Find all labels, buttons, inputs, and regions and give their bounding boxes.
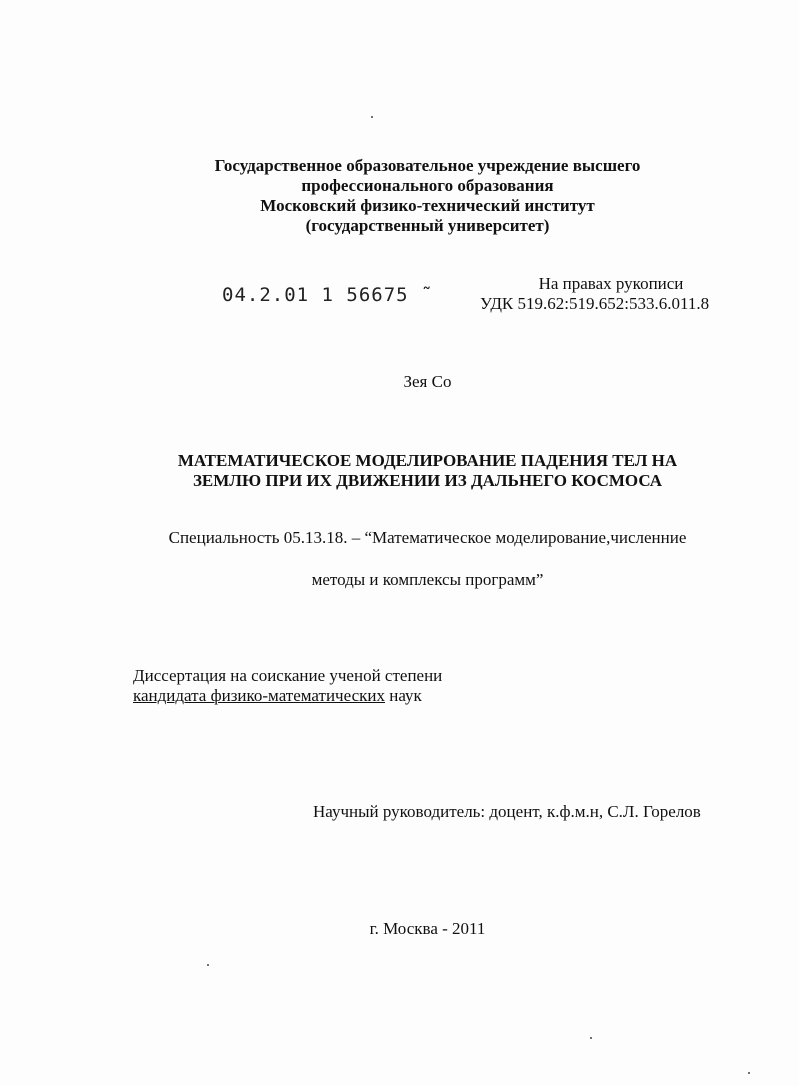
scan-speck xyxy=(590,1037,592,1039)
scan-speck xyxy=(207,964,209,966)
city-and-year: г. Москва - 2011 xyxy=(369,919,486,938)
institution-line-1: Государственное образовательное учреждение высшего xyxy=(214,156,641,175)
scan-speck xyxy=(748,1072,750,1074)
library-stamp-number: 04.2.01 1 56675 ˜ xyxy=(222,284,434,306)
udc-code: УДК 519.62:519.652:533.6.011.8 xyxy=(480,294,710,313)
degree-line-2-rest: наук xyxy=(384,686,422,705)
dissertation-title xyxy=(0,451,799,491)
manuscript-rights-label: На правах рукописи xyxy=(538,274,684,293)
manuscript-rights-block xyxy=(480,274,722,314)
degree-underlined-text: кандидата физико-математических xyxy=(133,686,385,705)
degree-statement xyxy=(133,666,442,706)
institution-line-3: Московский физико-технический институт xyxy=(260,196,595,215)
title-line-2: ЗЕМЛЮ ПРИ ИХ ДВИЖЕНИИ ИЗ ДАЛЬНЕГО КОСМОСА xyxy=(192,471,663,490)
institution-line-2: профессионального образования xyxy=(301,176,554,195)
specialty-line-2: методы и комплексы программ” xyxy=(311,570,544,589)
title-line-1: МАТЕМАТИЧЕСКОЕ МОДЕЛИРОВАНИЕ ПАДЕНИЯ ТЕЛ НА xyxy=(177,451,678,470)
author-name: Зея Со xyxy=(403,372,452,391)
specialty-block xyxy=(0,528,799,590)
scan-speck xyxy=(371,116,373,118)
institution-header xyxy=(0,156,799,236)
degree-line-2 xyxy=(133,686,442,706)
specialty-line-1: Специальность 05.13.18. – “Математическое моделирование,численние xyxy=(168,528,687,547)
degree-line-1: Диссертация на соискание ученой степени xyxy=(133,666,443,685)
scientific-supervisor: Научный руководитель: доцент, к.ф.м.н, С.Л. Горелов xyxy=(313,802,701,821)
institution-line-4: (государственный университет) xyxy=(305,216,550,235)
